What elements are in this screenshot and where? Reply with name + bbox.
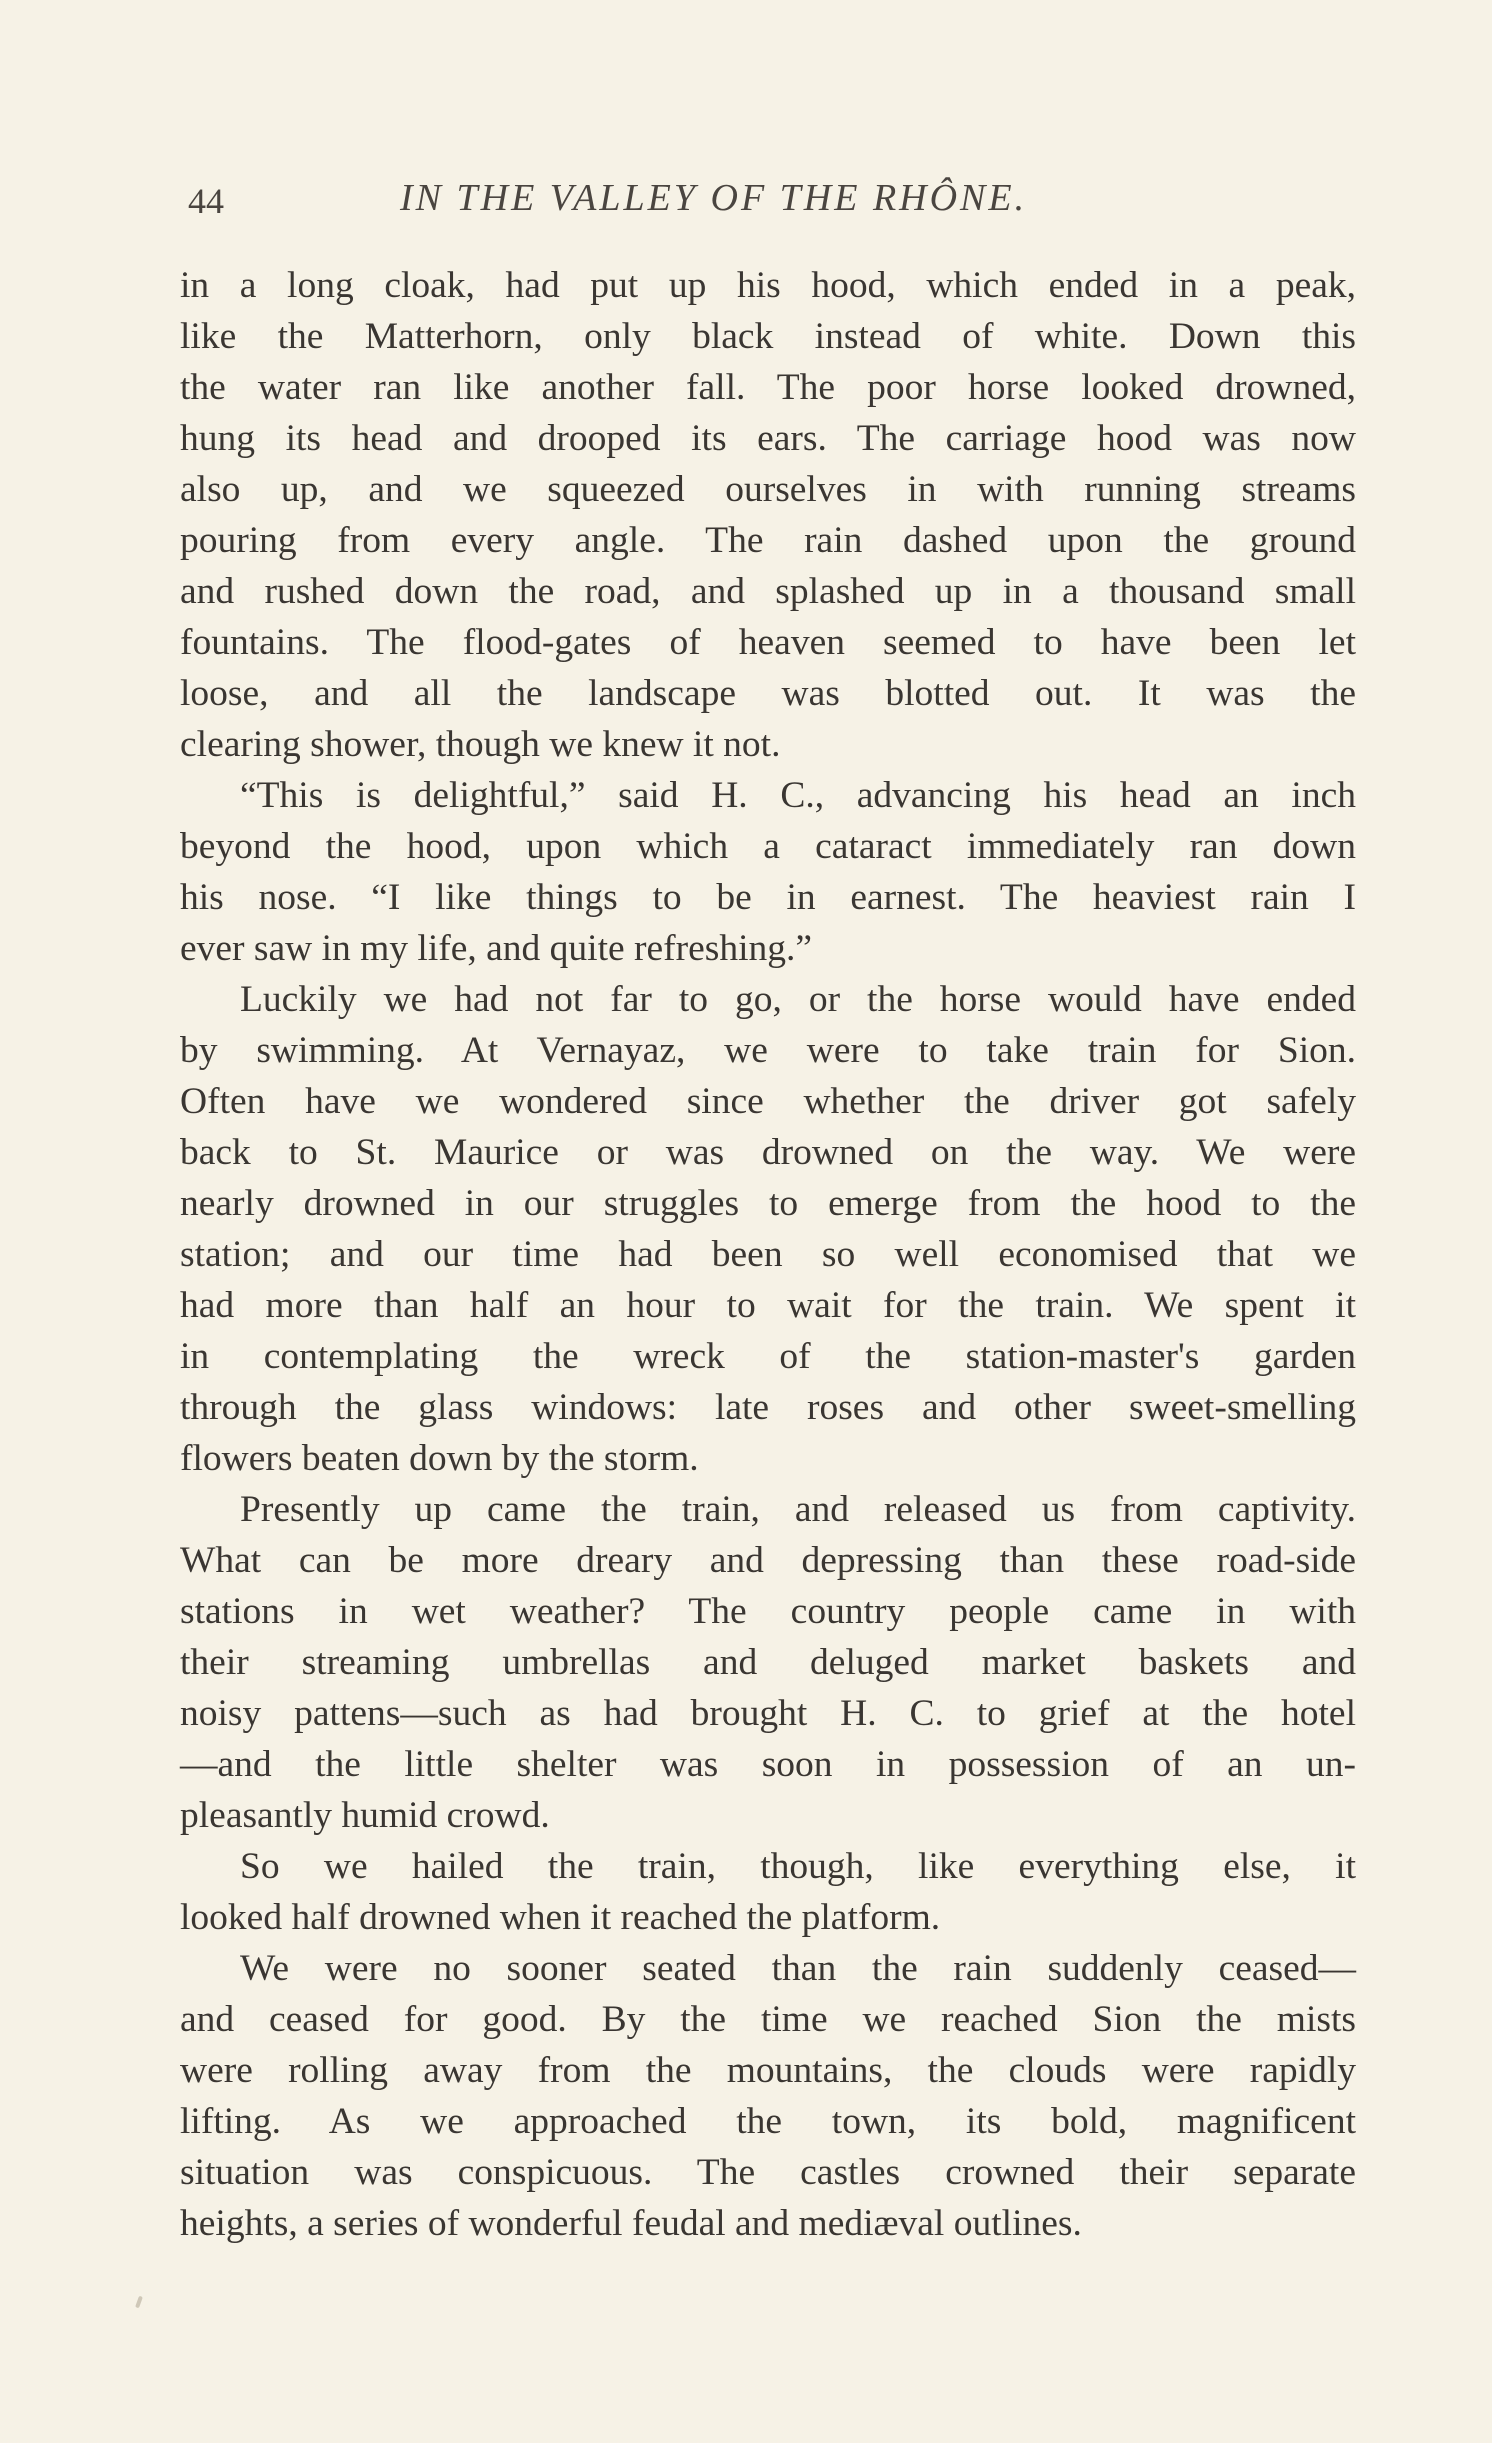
text-line: and ceased for good. By the time we reached Sion the mists bbox=[180, 1999, 1356, 2040]
text-line: What can be more dreary and depressing than these road-side bbox=[180, 1540, 1356, 1581]
text-line: ever saw in my life, and quite refreshing.” bbox=[180, 928, 813, 969]
text-line: pouring from every angle. The rain dashed upon the ground bbox=[180, 520, 1356, 561]
text-line: the water ran like another fall. The poor horse looked drowned, bbox=[180, 367, 1356, 408]
text-line: hung its head and drooped its ears. The carriage hood was now bbox=[180, 418, 1356, 459]
body-text bbox=[180, 260, 1356, 2249]
text-line: situation was conspicuous. The castles crowned their separate bbox=[180, 2152, 1356, 2193]
text-line: nearly drowned in our struggles to emerge from the hood to the bbox=[180, 1183, 1356, 1224]
text-line: also up, and we squeezed ourselves in with running streams bbox=[180, 469, 1356, 510]
text-line: in a long cloak, had put up his hood, which ended in a peak, bbox=[180, 265, 1356, 306]
text-line: lifting. As we approached the town, its bold, magnificent bbox=[180, 2101, 1356, 2142]
text-line: Often have we wondered since whether the driver got safely bbox=[180, 1081, 1356, 1122]
text-line: noisy pattens—such as had brought H. C. to grief at the hotel bbox=[180, 1693, 1356, 1734]
text-line: looked half drowned when it reached the platform. bbox=[180, 1897, 941, 1938]
text-line: heights, a series of wonderful feudal and mediæval outlines. bbox=[180, 2203, 1082, 2244]
text-line: beyond the hood, upon which a cataract immediately ran down bbox=[180, 826, 1356, 867]
running-title: IN THE VALLEY OF THE RHÔNE. bbox=[400, 177, 1028, 219]
text-line: stations in wet weather? The country people came in with bbox=[180, 1591, 1356, 1632]
text-line: loose, and all the landscape was blotted out. It was the bbox=[180, 673, 1356, 714]
text-line: were rolling away from the mountains, the clouds were rapidly bbox=[180, 2050, 1356, 2091]
text-line: “This is delightful,” said H. C., advancing his head an inch bbox=[240, 775, 1356, 816]
text-line: flowers beaten down by the storm. bbox=[180, 1438, 699, 1479]
page-header bbox=[180, 170, 1360, 230]
text-line: their streaming umbrellas and deluged market baskets and bbox=[180, 1642, 1356, 1683]
text-line: We were no sooner seated than the rain suddenly ceased— bbox=[240, 1948, 1356, 1989]
text-line: Presently up came the train, and released us from captivity. bbox=[240, 1489, 1356, 1530]
text-line: his nose. “I like things to be in earnest. The heaviest rain I bbox=[180, 877, 1356, 918]
text-line: back to St. Maurice or was drowned on the way. We were bbox=[180, 1132, 1356, 1173]
text-line: clearing shower, though we knew it not. bbox=[180, 724, 781, 765]
text-line: like the Matterhorn, only black instead of white. Down this bbox=[180, 316, 1356, 357]
text-line: pleasantly humid crowd. bbox=[180, 1795, 550, 1836]
text-line: fountains. The flood-gates of heaven seemed to have been let bbox=[180, 622, 1356, 663]
text-line: through the glass windows: late roses and other sweet-smelling bbox=[180, 1387, 1356, 1428]
text-line: in contemplating the wreck of the station-master's garden bbox=[180, 1336, 1356, 1377]
text-line: station; and our time had been so well economised that we bbox=[180, 1234, 1356, 1275]
text-line: So we hailed the train, though, like everything else, it bbox=[240, 1846, 1356, 1887]
paper-smudge bbox=[135, 2296, 143, 2309]
text-line: and rushed down the road, and splashed up in a thousand small bbox=[180, 571, 1356, 612]
text-line: —and the little shelter was soon in possession of an un- bbox=[180, 1744, 1356, 1785]
page-number: 44 bbox=[188, 181, 224, 221]
text-line: Luckily we had not far to go, or the horse would have ended bbox=[240, 979, 1356, 1020]
text-line: by swimming. At Vernayaz, we were to take train for Sion. bbox=[180, 1030, 1356, 1071]
text-line: had more than half an hour to wait for the train. We spent it bbox=[180, 1285, 1356, 1326]
